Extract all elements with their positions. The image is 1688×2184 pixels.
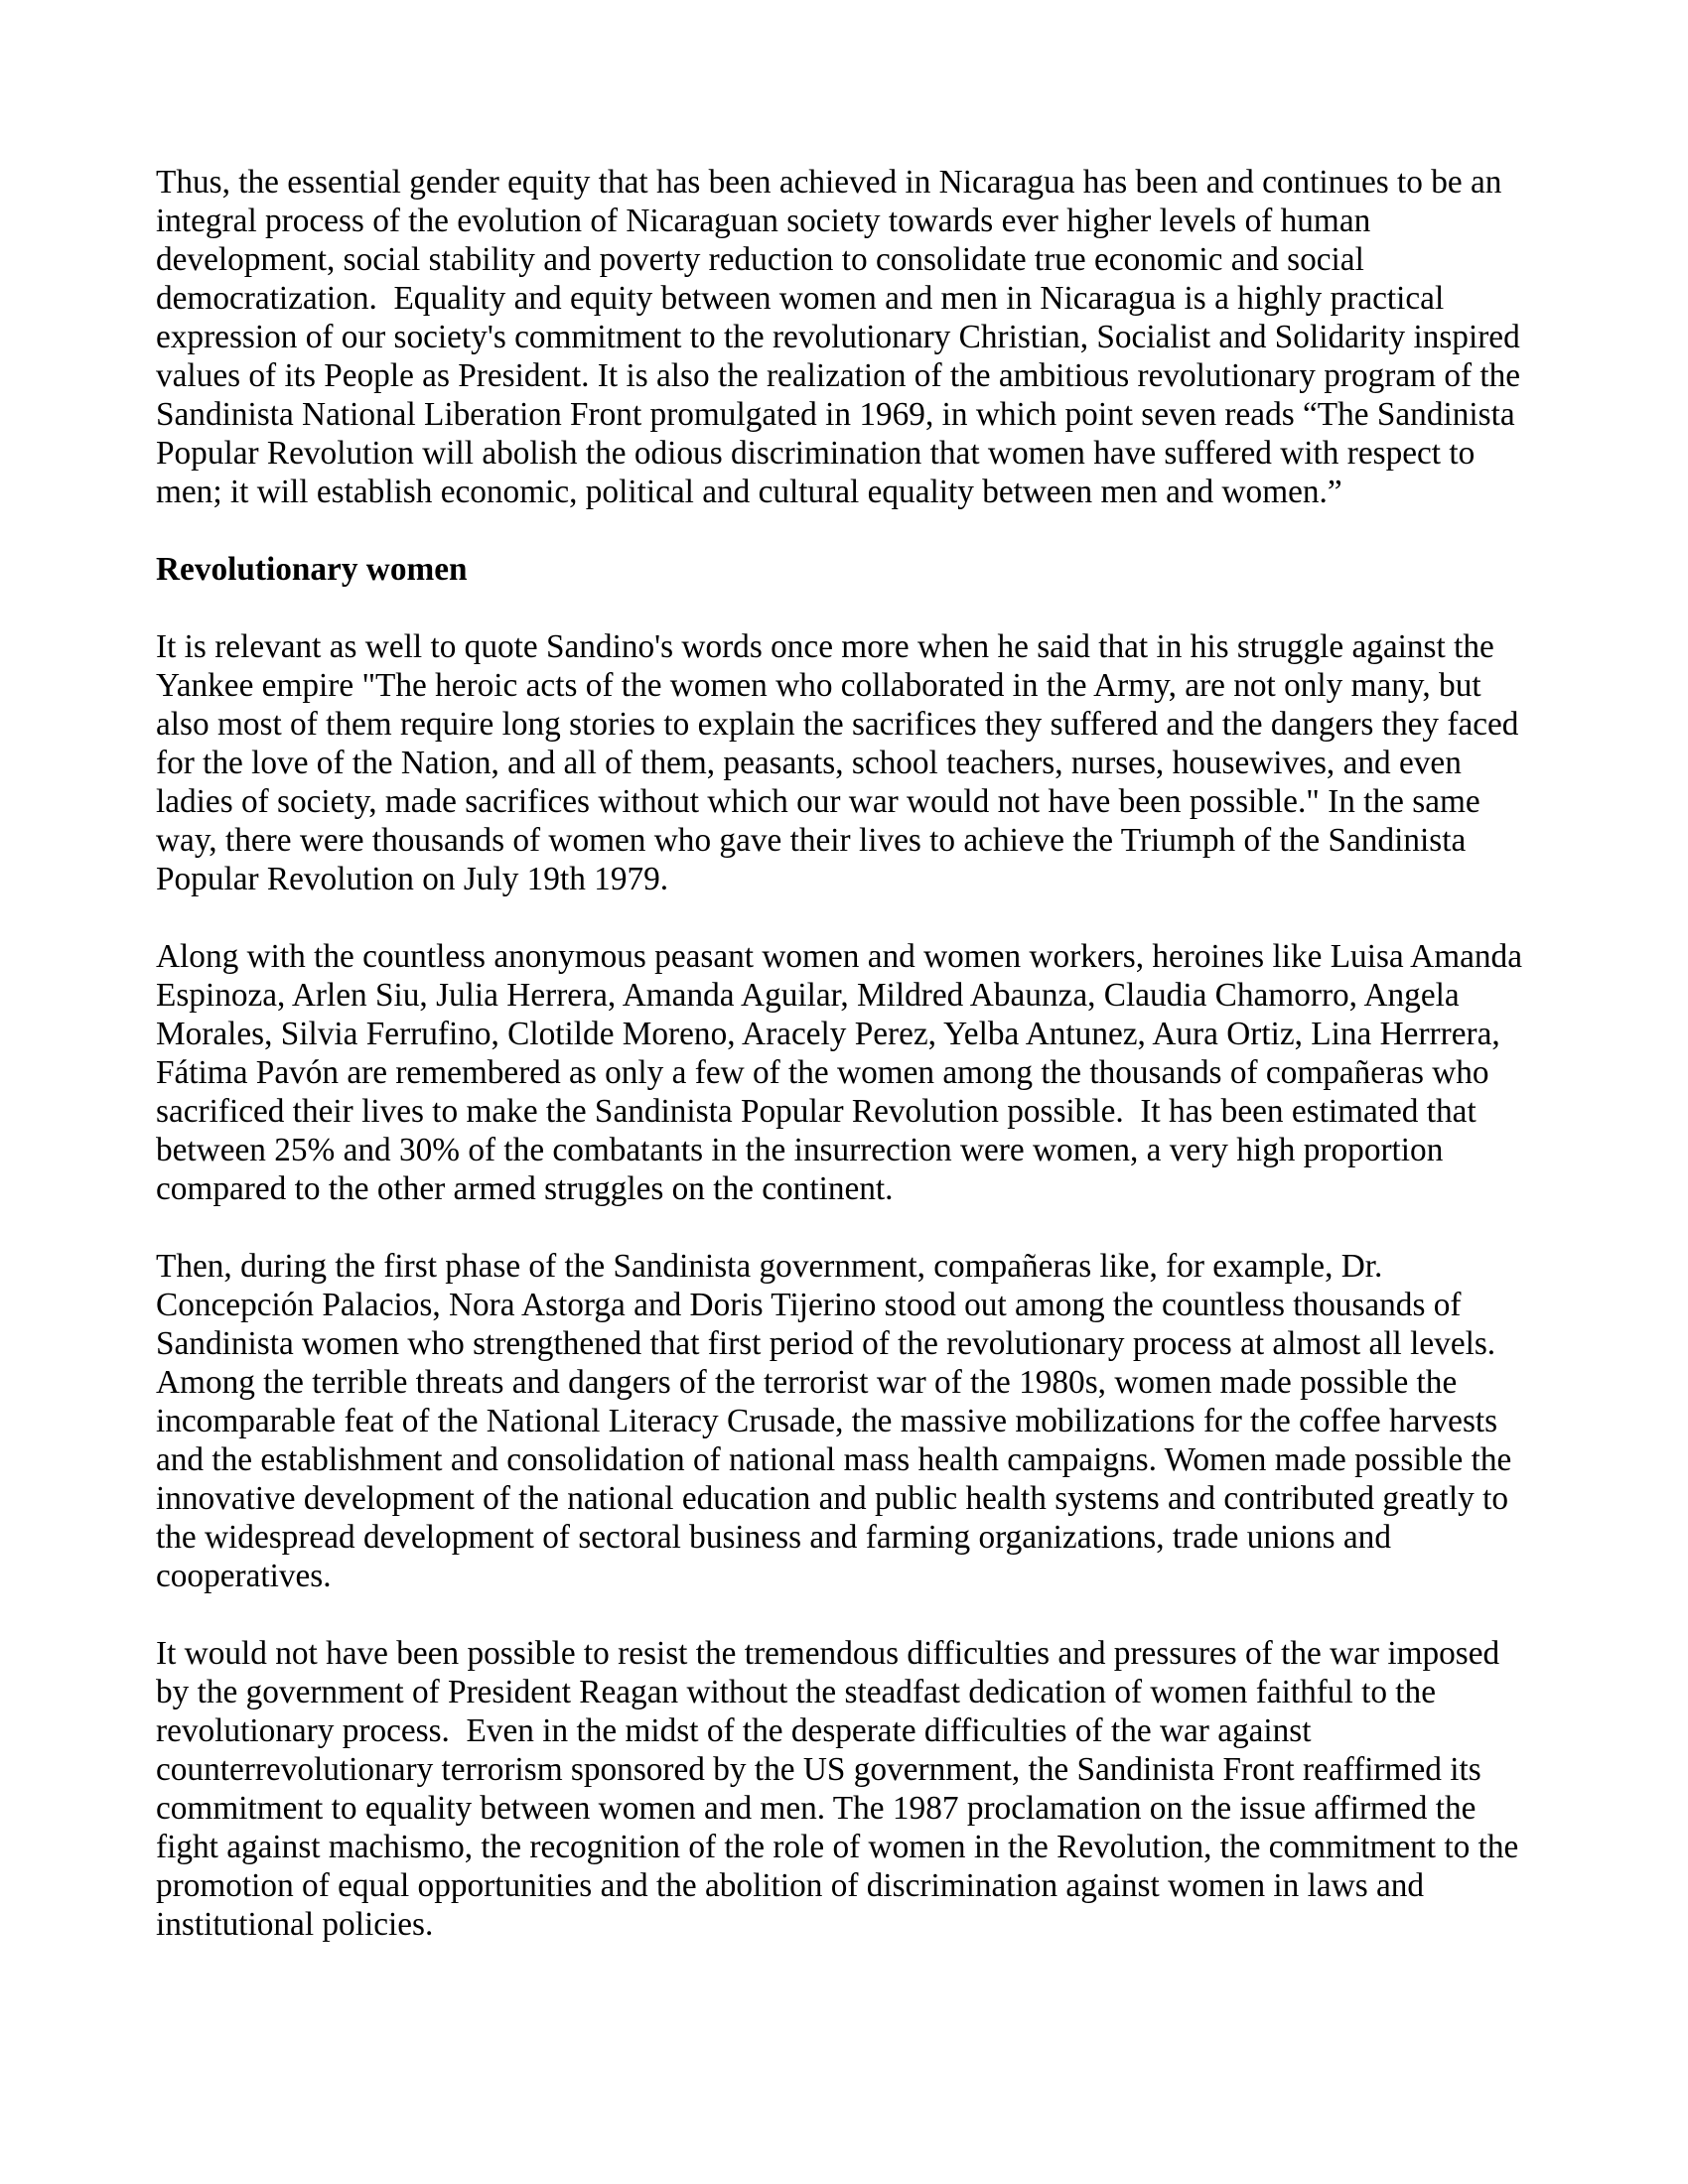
paragraph-war-pressures: It would not have been possible to resist the tremendous difficulties and pressures of the war imposed by the government of President Reagan without the steadfast dedication of women faithful to the revolutionary process. Even in the midst of the desperate difficulties of the war against counterrevolutionary terrorism sponsored by the US government, the Sandinista Front reaffirmed its commitment to equality between women and men. The 1987 proclamation on the issue affirmed the fight against machismo, the recognition of the role of women in the Revolution, the commitment to the promotion of equal opportunities and the abolition of discrimination against women in laws and institutional policies. <box>156 1635 1527 1943</box>
section-heading-revolutionary-women: Revolutionary women <box>156 551 468 588</box>
paragraph-sandino-quote: It is relevant as well to quote Sandino's words once more when he said that in his struggle against the Yankee empire "The heroic acts of the women who collaborated in the Army, are not only many, but also most of them require long stories to explain the sacrifices they suffered and the dangers they faced for the love of the Nation, and all of them, peasants, school teachers, nurses, housewives, and even ladies of society, made sacrifices without which our war would not have been possible." In the same way, there were thousands of women who gave their lives to achieve the Triumph of the Sandinista Popular Revolution on July 19th 1979. <box>156 628 1527 897</box>
paragraph-first-phase-government: Then, during the first phase of the Sandinista government, compañeras like, for example, Dr. Concepción Palacios, Nora Astorga and Doris Tijerino stood out among the countless thousands of Sandinista women who strengthened that first period of the revolutionary process at almost all levels. Among the terrible threats and dangers of the terrorist war of the 1980s, women made possible the incomparable feat of the National Literacy Crusade, the massive mobilizations for the coffee harvests and the establishment and consolidation of national mass health campaigns. Women made possible the innovative development of the national education and public health systems and contributed greatly to the widespread development of sectoral business and farming organizations, trade unions and cooperatives. <box>156 1248 1520 1594</box>
paragraph-gender-equity: Thus, the essential gender equity that has been achieved in Nicaragua has been and continues to be an integral process of the evolution of Nicaraguan society towards ever higher levels of human development, social stability and poverty reduction to consolidate true economic and social democratization. Equality and equity between women and men in Nicaragua is a highly practical expression of our society's commitment to the revolutionary Christian, Socialist and Solidarity inspired values of its People as President. It is also the realization of the ambitious revolutionary program of the Sandinista National Liberation Front promulgated in 1969, in which point seven reads “The Sandinista Popular Revolution will abolish the odious discrimination that women have suffered with respect to men; it will establish economic, political and cultural equality between men and women.” <box>156 164 1529 510</box>
paragraph-heroines-list: Along with the countless anonymous peasant women and women workers, heroines like Luisa Amanda Espinoza, Arlen Siu, Julia Herrera, Amanda Aguilar, Mildred Abaunza, Claudia Chamorro, Angela Morales, Silvia Ferrufino, Clotilde Moreno, Aracely Perez, Yelba Antunez, Aura Ortiz, Lina Herrrera, Fátima Pavón are remembered as only a few of the women among the thousands of compañeras who sacrificed their lives to make the Sandinista Popular Revolution possible. It has been estimated that between 25% and 30% of the combatants in the insurrection were women, a very high proportion compared to the other armed struggles on the continent. <box>156 938 1531 1207</box>
